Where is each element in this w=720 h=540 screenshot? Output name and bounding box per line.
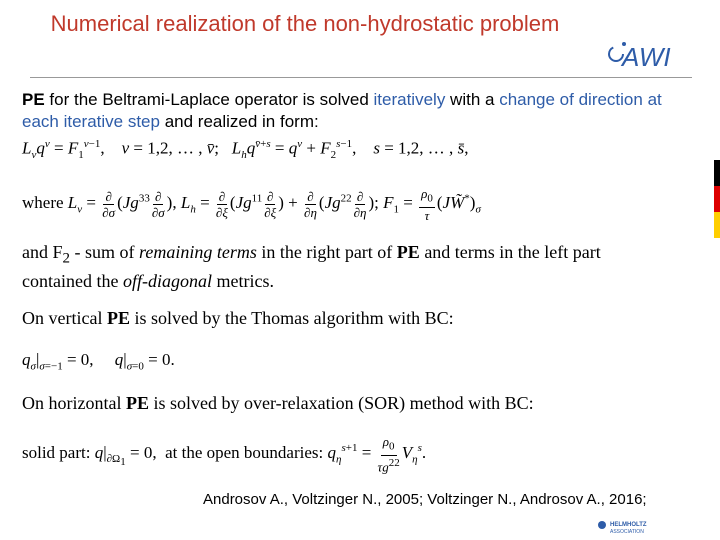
intro-iteratively: iteratively bbox=[373, 90, 446, 109]
para2-pe: PE bbox=[106, 308, 130, 328]
paragraph-remaining-terms bbox=[22, 241, 662, 292]
equation-bc-vertical: $q_\sigma|_{\sigma=-1} = 0$, $q|_{\sigma=0} = 0$. bbox=[22, 350, 175, 373]
intro-pe: PE bbox=[22, 90, 45, 109]
intro-change-direction: change of direction at each iterative step bbox=[22, 90, 662, 131]
awi-logo bbox=[604, 36, 684, 76]
reference-citation: Androsov A., Voltzinger N., 2005; Voltzinger N., Androsov A., 2016; bbox=[203, 491, 647, 508]
paragraph-horizontal bbox=[22, 392, 534, 414]
para2-b: is solved by the Thomas algorithm with BC: bbox=[129, 308, 454, 328]
paragraph-vertical bbox=[22, 307, 454, 329]
para1-sub: 2 bbox=[62, 250, 70, 267]
intro-part-c: and realized in form: bbox=[159, 112, 319, 131]
flag-stripe-black bbox=[714, 160, 720, 186]
where-label: where bbox=[22, 193, 64, 213]
para1-e: metrics. bbox=[211, 270, 274, 291]
para1-offdiag: off-diagonal bbox=[122, 270, 212, 291]
para3-b: is solved by over-relaxation (SOR) method with BC: bbox=[149, 393, 534, 413]
flag-stripe-red bbox=[714, 186, 720, 212]
para1-pe: PE bbox=[396, 242, 420, 262]
para1-d: and terms in the left part contained the bbox=[22, 242, 601, 291]
para3-pe: PE bbox=[125, 393, 149, 413]
title-divider bbox=[30, 77, 692, 78]
flag-stripe-gold bbox=[714, 212, 720, 238]
slide-title: Numerical realization of the non-hydrostatic problem bbox=[50, 11, 560, 36]
equation-bc-horizontal: solid part: $q|_{\partial\Omega_1} = 0$, at the open boundaries: $q_\eta^{s+1}$ = $\frac{\rho_0}{\tau g^{22}}$ $V_\eta^s$. bbox=[22, 434, 427, 474]
helmholtz-logo bbox=[596, 517, 676, 537]
para3-a: On horizontal bbox=[22, 393, 126, 413]
para1-a: and F bbox=[22, 242, 63, 262]
equation-iteration: $L_vq^v = F_1^{v-1}$, v = 1,2, … , v̄; $L_hq^{v̄+s} = q^v + F_2^{s-1}$, s = 1,2, … , s̄, bbox=[22, 138, 469, 162]
helmholtz-logo-text: HELMHOLTZ bbox=[610, 522, 647, 528]
equation-operators: where $L_v$ = $\frac{\partial}{\partial\sigma}$ (Jg$^{33}$ $\frac{\partial}{\partial\sigma}$ ), $L_h$ = $\frac{\partial}{\partial\xi}$ (Jg$^{11}$ $\frac{\partial}{\partial\xi}$ ) + $\frac{\partial}{\partial\eta}$ (Jg$^{22}$ $\frac{\partial}{\partial\eta}$ ); $F_1$ = $\frac{\rho_0}{\tau}$ $(JW̃^*)_\sigma$ bbox=[22, 186, 481, 223]
intro-part-b: with a bbox=[445, 90, 500, 109]
para1-b: - sum of bbox=[70, 242, 139, 262]
para1-remaining: remaining terms bbox=[139, 242, 257, 262]
para1-c: in the right part of bbox=[256, 242, 397, 262]
helmholtz-logo-subtext: ASSOCIATION bbox=[610, 529, 644, 535]
para2-a: On vertical bbox=[22, 308, 107, 328]
intro-text bbox=[22, 89, 702, 133]
intro-part-a: for the Beltrami-Laplace operator is solved bbox=[44, 90, 374, 109]
awi-logo-text: AWI bbox=[622, 42, 671, 72]
